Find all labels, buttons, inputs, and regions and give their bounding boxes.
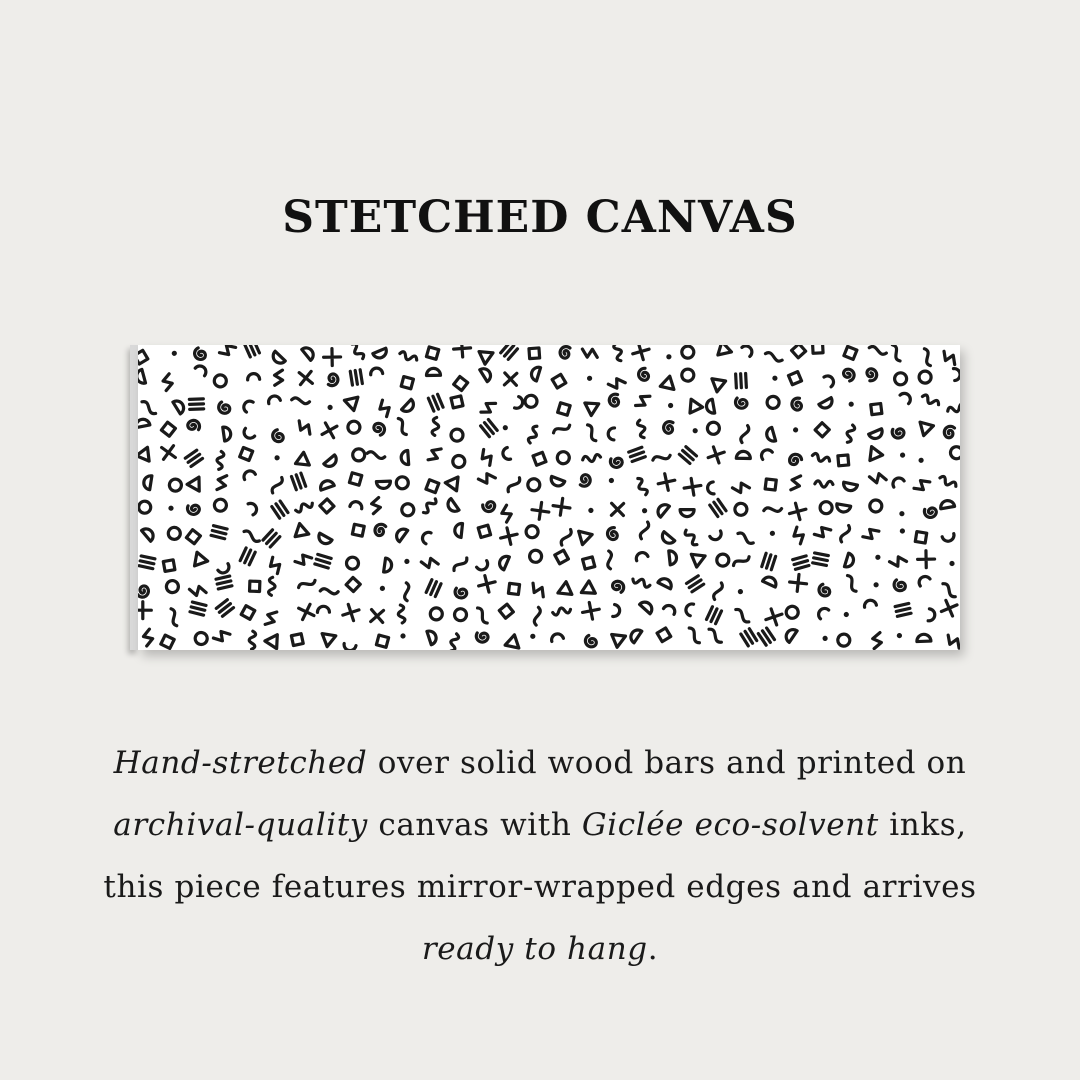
- product-description: [90, 732, 990, 980]
- page-title: STETCHED CANVAS: [282, 192, 798, 243]
- canvas-side-edge: [130, 345, 138, 650]
- description-emphasis: ready to hang: [421, 931, 648, 967]
- description-text: over solid wood bars and printed on: [367, 745, 967, 781]
- doodle-pattern-image: [138, 345, 960, 650]
- canvas-artwork: [138, 345, 960, 650]
- description-emphasis: Giclée eco-solvent: [581, 807, 879, 843]
- description-text: .: [647, 931, 659, 967]
- canvas-preview: [130, 345, 960, 650]
- description-emphasis: archival-quality: [113, 807, 368, 843]
- description-text: canvas with: [367, 807, 582, 843]
- description-emphasis: Hand-stretched: [113, 745, 368, 781]
- description-text: inks, this piece features mirror-wrapped edges and arrives: [103, 807, 977, 905]
